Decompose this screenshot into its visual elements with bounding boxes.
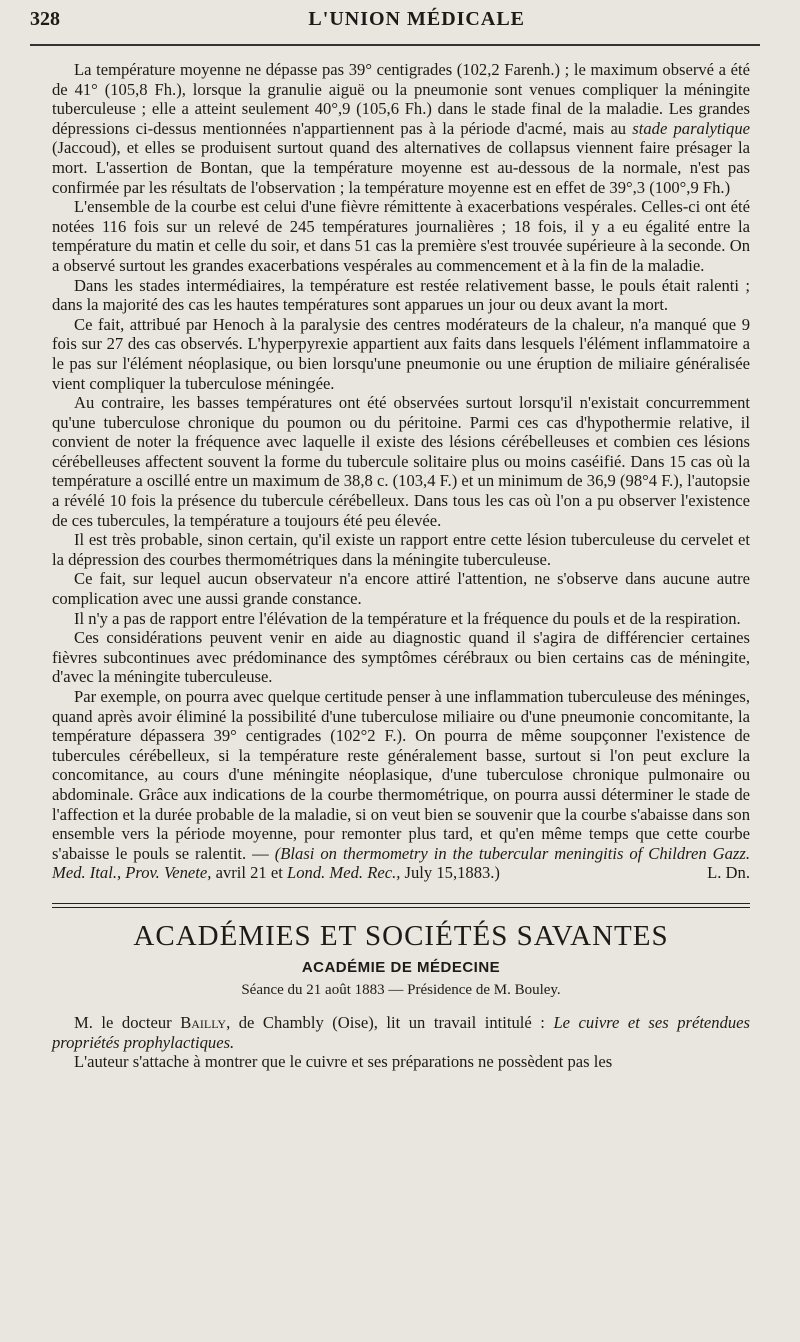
section-divider	[52, 903, 750, 908]
report-paragraph: L'auteur s'attache à montrer que le cuivre et ses préparations ne possèdent pas les	[74, 1052, 613, 1072]
article-body	[52, 60, 750, 883]
article-paragraph: Il est très probable, sinon certain, qu'il existe un rapport entre cette lésion tuberculeuse du cervelet et la dépression des courbes thermométriques dans la méningite tuberculeuse.	[52, 530, 750, 569]
article-paragraph: Ces considérations peuvent venir en aide au diagnostic quand il s'agira de différencier certaines fièvres subcontinues avec prédominance des symptômes cérébraux ou bien certains cas de méningite, d'avec la méningite tuberculeuse.	[52, 628, 750, 687]
report-paragraph: M. le docteur Bailly, de Chambly (Oise), lit un travail intitulé : Le cuivre et ses prétendues propriétés prophylactiques.	[52, 1012, 751, 1052]
article-paragraph: Au contraire, les basses températures ont été observées surtout lorsqu'il n'existait concurremment qu'une tuberculose chronique du poumon ou du péritoine. Parmi ces cas d'hypothermie relative, il convient de noter la fréquence avec laquelle il existe des lésions cérébelleuses et combien ces lésions cérébelleuses affectent souvent la forme du tubercule solitaire plus ou moins caséifié. Dans 15 cas où la température a oscillé entre un maximum de 38,8 c. (103,4 F.) et un minimum de 36,9 (98°4 F.), l'autopsie a révélé 10 fois la présence du tubercule cérébelleux. Dans tous les cas où l'on a pu observer l'existence de ces tubercules, la température a toujours été peu élevée.	[52, 393, 750, 530]
author-name: Bailly	[180, 1012, 227, 1032]
header-rule	[30, 44, 760, 46]
article-paragraph: Ce fait, sur lequel aucun observateur n'a encore attiré l'attention, ne s'observe dans aucune autre complication avec une aussi grande constance.	[52, 569, 750, 609]
academy-heading: ACADÉMIE DE MÉDECINE	[301, 958, 501, 976]
page-header	[30, 8, 750, 44]
journal-title: L'UNION MÉDICALE	[308, 8, 525, 30]
page-number: 328	[30, 8, 60, 30]
work-title: Le cuivre et ses prétendues propriétés prophylactiques.	[52, 1012, 751, 1052]
report-body	[52, 1013, 750, 1072]
section-title: ACADÉMIES ET SOCIÉTÉS SAVANTES	[133, 919, 669, 952]
article-paragraph: L'ensemble de la courbe est celui d'une fièvre rémittente à exacerbations vespérales. Celles-ci ont été notées 116 fois sur un relevé de 245 températures journalières ; 18 fois, il y a eu égalité entre la température du matin et celle du soir, et dans 51 cas la première s'est trouvée supérieure à la seconde. On a observé surtout les grandes exacerbations vespérales au commencement et à la fin de la maladie.	[52, 197, 750, 275]
article-paragraph: Dans les stades intermédiaires, la température est restée relativement basse, le pouls était ralenti ; dans la majorité des cas les hautes températures sont apparues un jour ou deux avant la mort.	[52, 275, 750, 315]
article-paragraph: Par exemple, on pourra avec quelque certitude penser à une inflammation tuberculeuse des méninges, quand après avoir éliminé la possibilité d'une tuberculose miliaire ou d'une pneumonie concomitante, la température dépassera 39° centigrades (102°2 F.). On pourra de même soupçonner l'existence de tubercules cérébelleux, si la température reste généralement basse, surtout si l'on peut exclure la concomitance, au cours d'une méningite néoplasique, d'une tuberculose chronique pulmonaire ou abdominale. Grâce aux indications de la courbe thermométrique, on pourra aussi déterminer le stade de l'affection et la durée probable de la maladie, si on veut bien se souvenir que la courbe s'abaisse dans son ensemble vers la période moyenne, pour remonter plus tard, et qu'en même temps que cette courbe s'abaisse le pouls se ralentit. — (Blasi on thermometry in the tubercular meningitis of Children Gazz. Med. Ital., Prov. Venete, avril 21 et Lond. Med. Rec., July 15,1883.) L. Dn.	[52, 687, 750, 883]
article-paragraph: Il n'y a pas de rapport entre l'élévation de la température et la fréquence du pouls et de la respiration.	[74, 608, 741, 628]
seance-line: Séance du 21 août 1883 — Présidence de M. Bouley.	[241, 981, 561, 998]
article-paragraph: La température moyenne ne dépasse pas 39° centigrades (102,2 Farenh.) ; le maximum observé a été de 41° (105,8 Fh.), lorsque la granulie aiguë ou la pneumonie sont venues compliquer la méningite tuberculeuse ; elle a atteint seulement 40°,9 (105,6 Fh.) dans le stade final de la maladie. Les grandes dépressions ci-dessus mentionnées n'appartiennent pas à la période d'acmé, mais au stade paralytique (Jaccoud), et elles se produisent surtout quand des alternatives de collapsus viennent faire présager la mort. L'assertion de Bontan, que la température moyenne est au-dessous de la normale, n'est pas confirmée par les résultats de l'observation ; la température moyenne est en effet de 39°,3 (100°,9 Fh.)	[52, 60, 750, 197]
article-paragraph: Ce fait, attribué par Henoch à la paralysie des centres modérateurs de la chaleur, n'a manqué que 9 fois sur 27 des cas observés. L'hyperpyrexie appartient aux faits dans lesquels l'élément inflammatoire a le pas sur l'élément néoplasique, ou bien lorsqu'une pneumonie ou une éruption de miliaire généralisée vient compliquer la tuberculose méningée.	[52, 314, 750, 393]
signature: L. Dn.	[707, 863, 750, 883]
